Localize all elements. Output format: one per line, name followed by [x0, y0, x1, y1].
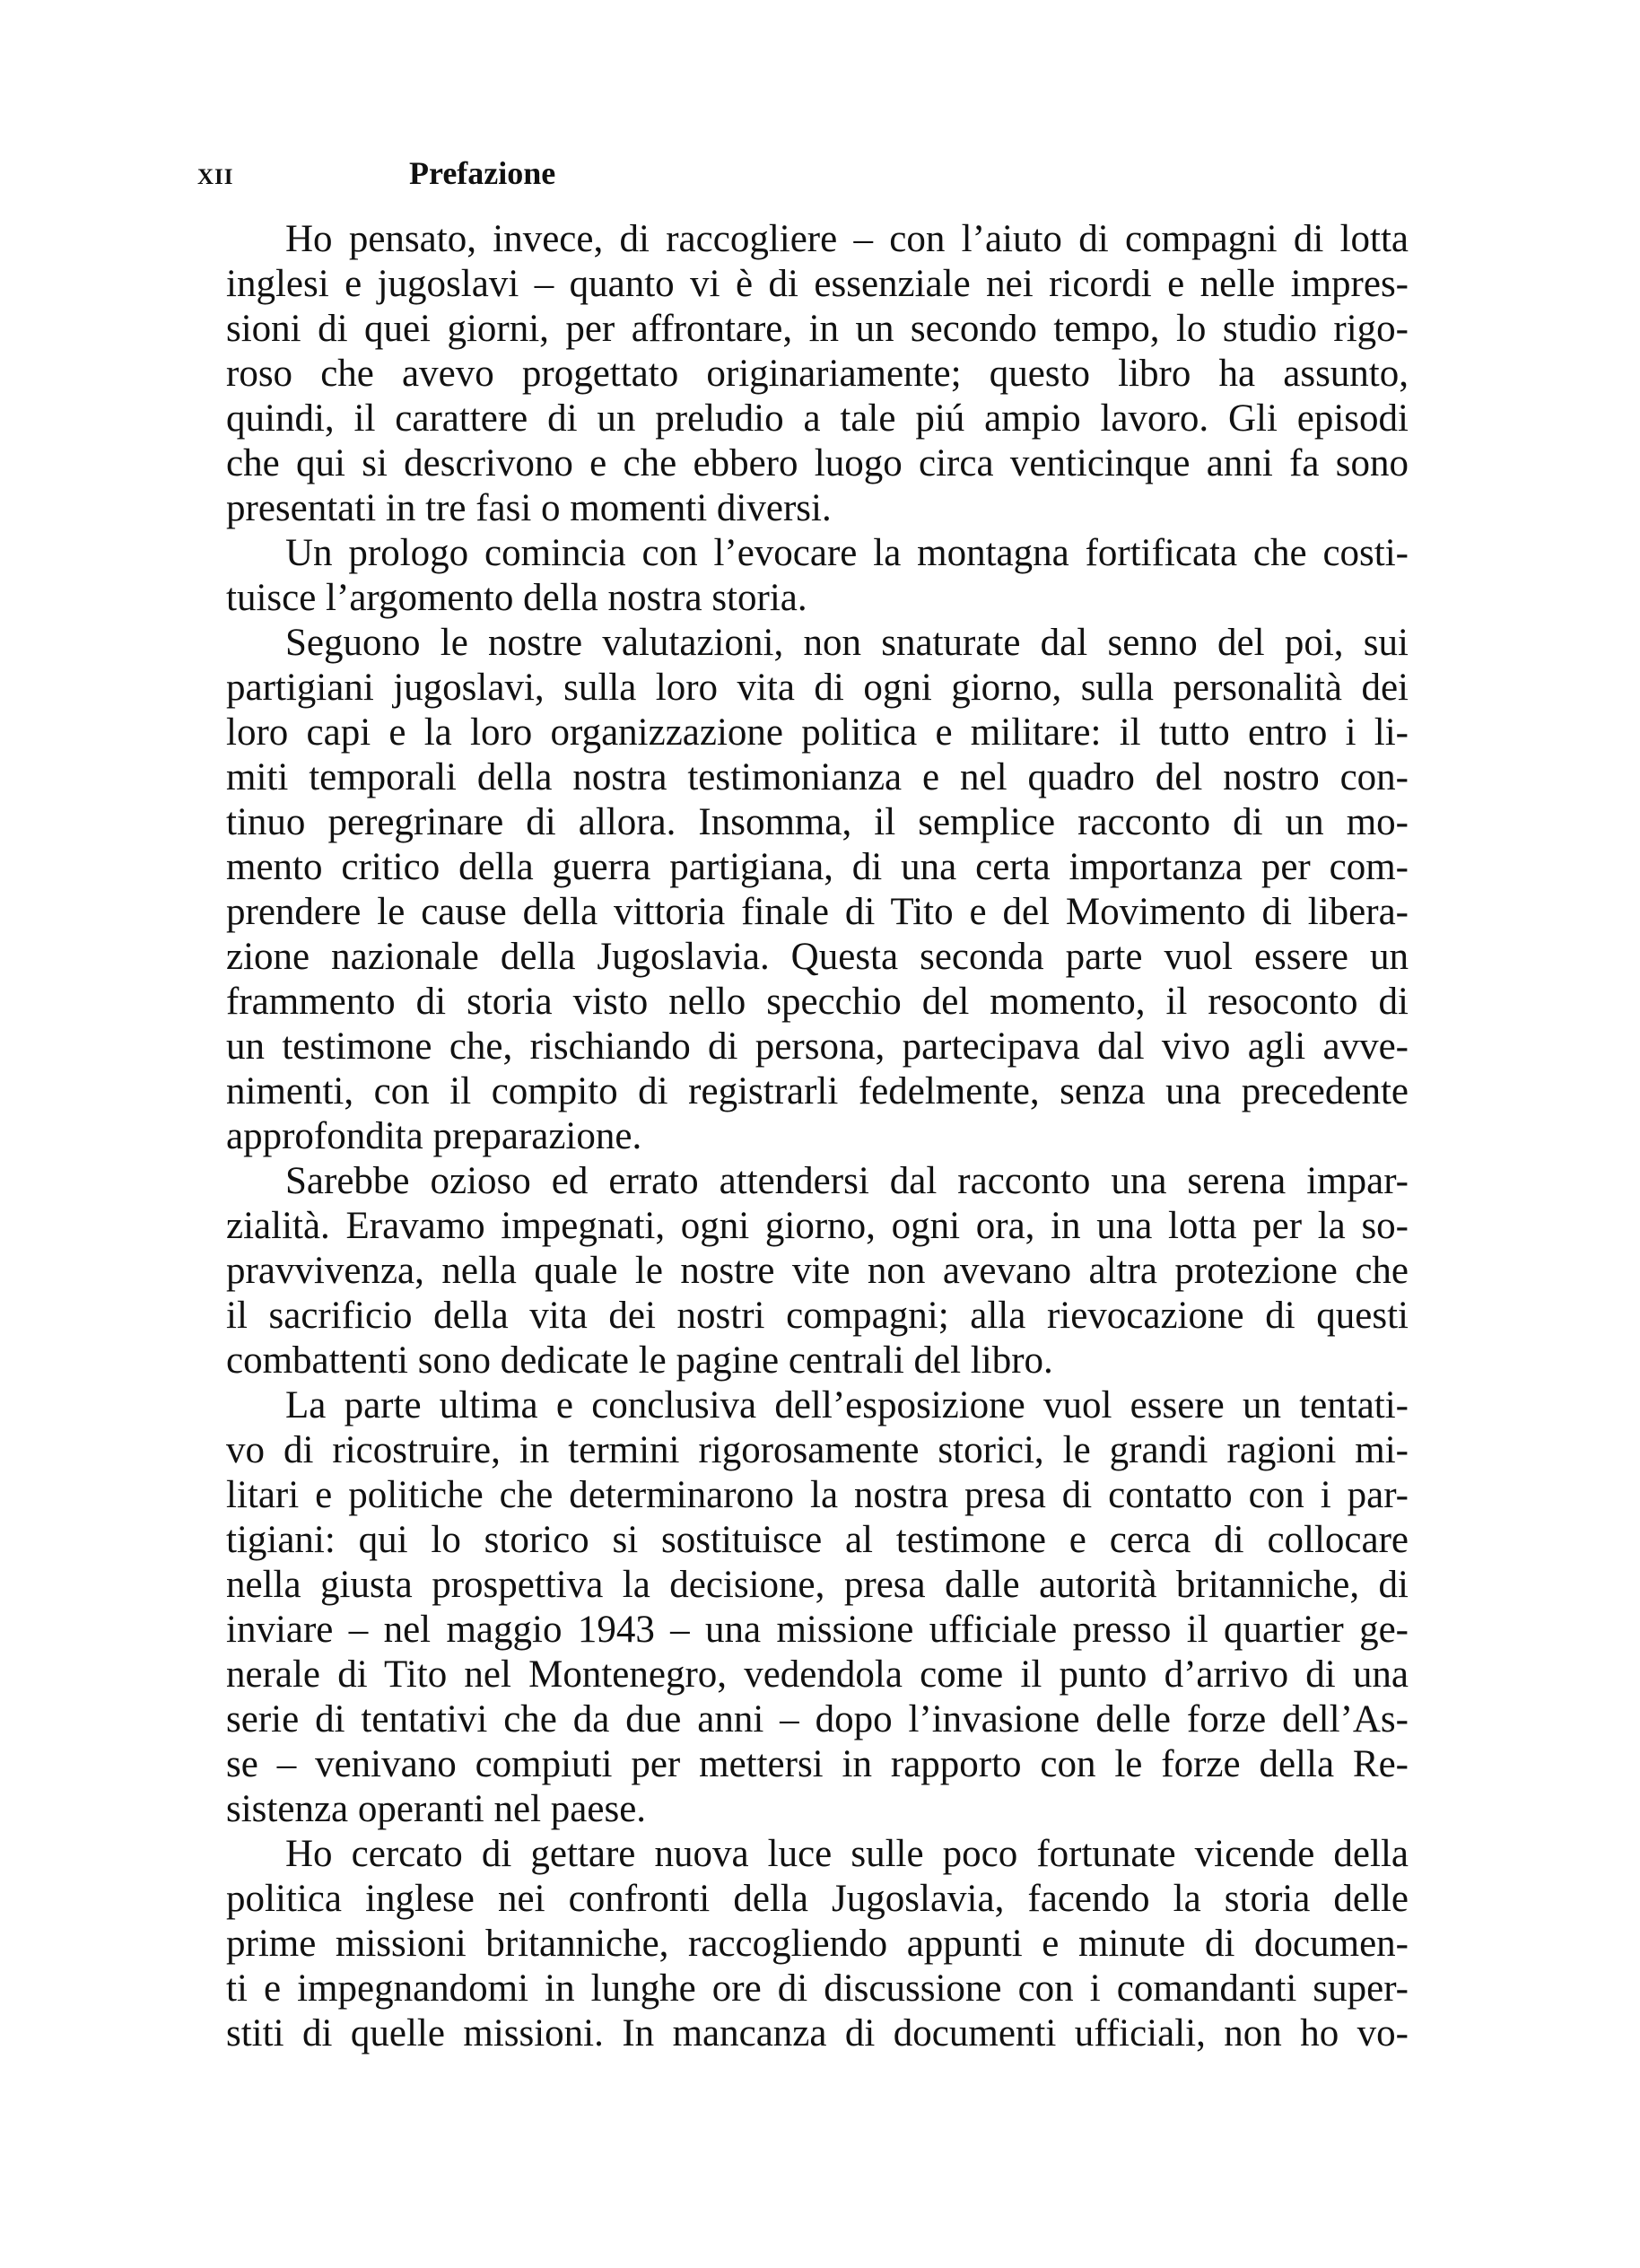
text-line: sistenza operanti nel paese. — [226, 1788, 647, 1830]
text-line: pravvivenza, nella quale le nostre vite non avevano altra protezione che — [226, 1250, 1409, 1292]
text-line: Seguono le nostre valutazioni, non snaturate dal senno del poi, sui — [285, 622, 1409, 664]
text-line: ti e impegnandomi in lunghe ore di discussione con i comandanti super- — [226, 1967, 1409, 2010]
text-line: litari e politiche che determinarono la nostra presa di contatto con i par- — [226, 1474, 1409, 1516]
text-line: loro capi e la loro organizzazione politica e militare: il tutto entro i li- — [226, 711, 1409, 754]
text-line: quindi, il carattere di un preludio a tale piú ampio lavoro. Gli episodi — [226, 397, 1409, 440]
text-line: approfondita preparazione. — [226, 1115, 642, 1157]
text-line: sioni di quei giorni, per affrontare, in un secondo tempo, lo studio rigo- — [226, 308, 1409, 350]
text-line: prendere le cause della vittoria finale di Tito e del Movimento di libera- — [226, 891, 1409, 933]
text-line: prime missioni britanniche, raccogliendo appunti e minute di documen- — [226, 1923, 1409, 1965]
text-line: nimenti, con il compito di registrarli fedelmente, senza una precedente — [226, 1070, 1409, 1112]
text-line: inviare – nel maggio 1943 – una missione ufficiale presso il quartier ge- — [226, 1609, 1409, 1651]
text-line: combattenti sono dedicate le pagine centrali del libro. — [226, 1339, 1053, 1382]
running-title: Prefazione — [409, 155, 556, 191]
text-line: zione nazionale della Jugoslavia. Questa seconda parte vuol essere un — [226, 936, 1409, 978]
text-line: miti temporali della nostra testimonianza e nel quadro del nostro con- — [226, 756, 1409, 798]
text-line: Ho pensato, invece, di raccogliere – con l’aiuto di compagni di lotta — [285, 218, 1409, 260]
text-line: nerale di Tito nel Montenegro, vedendola come il punto d’arrivo di una — [226, 1653, 1409, 1696]
text-line: Ho cercato di gettare nuova luce sulle poco fortunate vicende della — [285, 1833, 1409, 1875]
text-line: roso che avevo progettato originariamente; questo libro ha assunto, — [226, 353, 1409, 395]
text-line: La parte ultima e conclusiva dell’esposizione vuol essere un tentati- — [285, 1384, 1409, 1426]
text-line: tinuo peregrinare di allora. Insomma, il semplice racconto di un mo- — [226, 801, 1409, 843]
text-line: stiti di quelle missioni. In mancanza di documenti ufficiali, non ho vo- — [226, 2012, 1409, 2054]
text-line: mento critico della guerra partigiana, di una certa importanza per com- — [226, 846, 1409, 888]
text-line: tuisce l’argomento della nostra storia. — [226, 577, 807, 619]
text-line: se – venivano compiuti per mettersi in rapporto con le forze della Re- — [226, 1743, 1409, 1785]
text-line: tigiani: qui lo storico si sostituisce al testimone e cerca di collocare — [226, 1519, 1409, 1561]
text-line: frammento di storia visto nello specchio del momento, il resoconto di — [226, 981, 1409, 1023]
text-line: presentati in tre fasi o momenti diversi. — [226, 487, 832, 529]
text-line: partigiani jugoslavi, sulla loro vita di ogni giorno, sulla personalità dei — [226, 667, 1409, 709]
text-line: che qui si descrivono e che ebbero luogo circa venticinque anni fa sono — [226, 442, 1409, 484]
page-number: xii — [197, 155, 234, 191]
text-line: vo di ricostruire, in termini rigorosamente storici, le grandi ragioni mi- — [226, 1429, 1409, 1471]
text-line: zialità. Eravamo impegnati, ogni giorno, ogni ora, in una lotta per la so- — [226, 1205, 1409, 1247]
text-line: serie di tentativi che da due anni – dopo l’invasione delle forze dell’As- — [226, 1698, 1409, 1740]
text-line: Un prologo comincia con l’evocare la montagna fortificata che costi- — [285, 532, 1409, 574]
text-line: nella giusta prospettiva la decisione, presa dalle autorità britanniche, di — [226, 1564, 1409, 1606]
text-line: inglesi e jugoslavi – quanto vi è di essenziale nei ricordi e nelle impres- — [226, 263, 1409, 305]
text-line: Sarebbe ozioso ed errato attendersi dal racconto una serena impar- — [285, 1160, 1409, 1202]
text-line: politica inglese nei confronti della Jugoslavia, facendo la storia delle — [226, 1878, 1409, 1920]
text-line: il sacrificio della vita dei nostri compagni; alla rievocazione di questi — [226, 1295, 1409, 1337]
body-text — [226, 217, 1409, 2056]
text-line: un testimone che, rischiando di persona, partecipava dal vivo agli avve- — [226, 1025, 1409, 1068]
